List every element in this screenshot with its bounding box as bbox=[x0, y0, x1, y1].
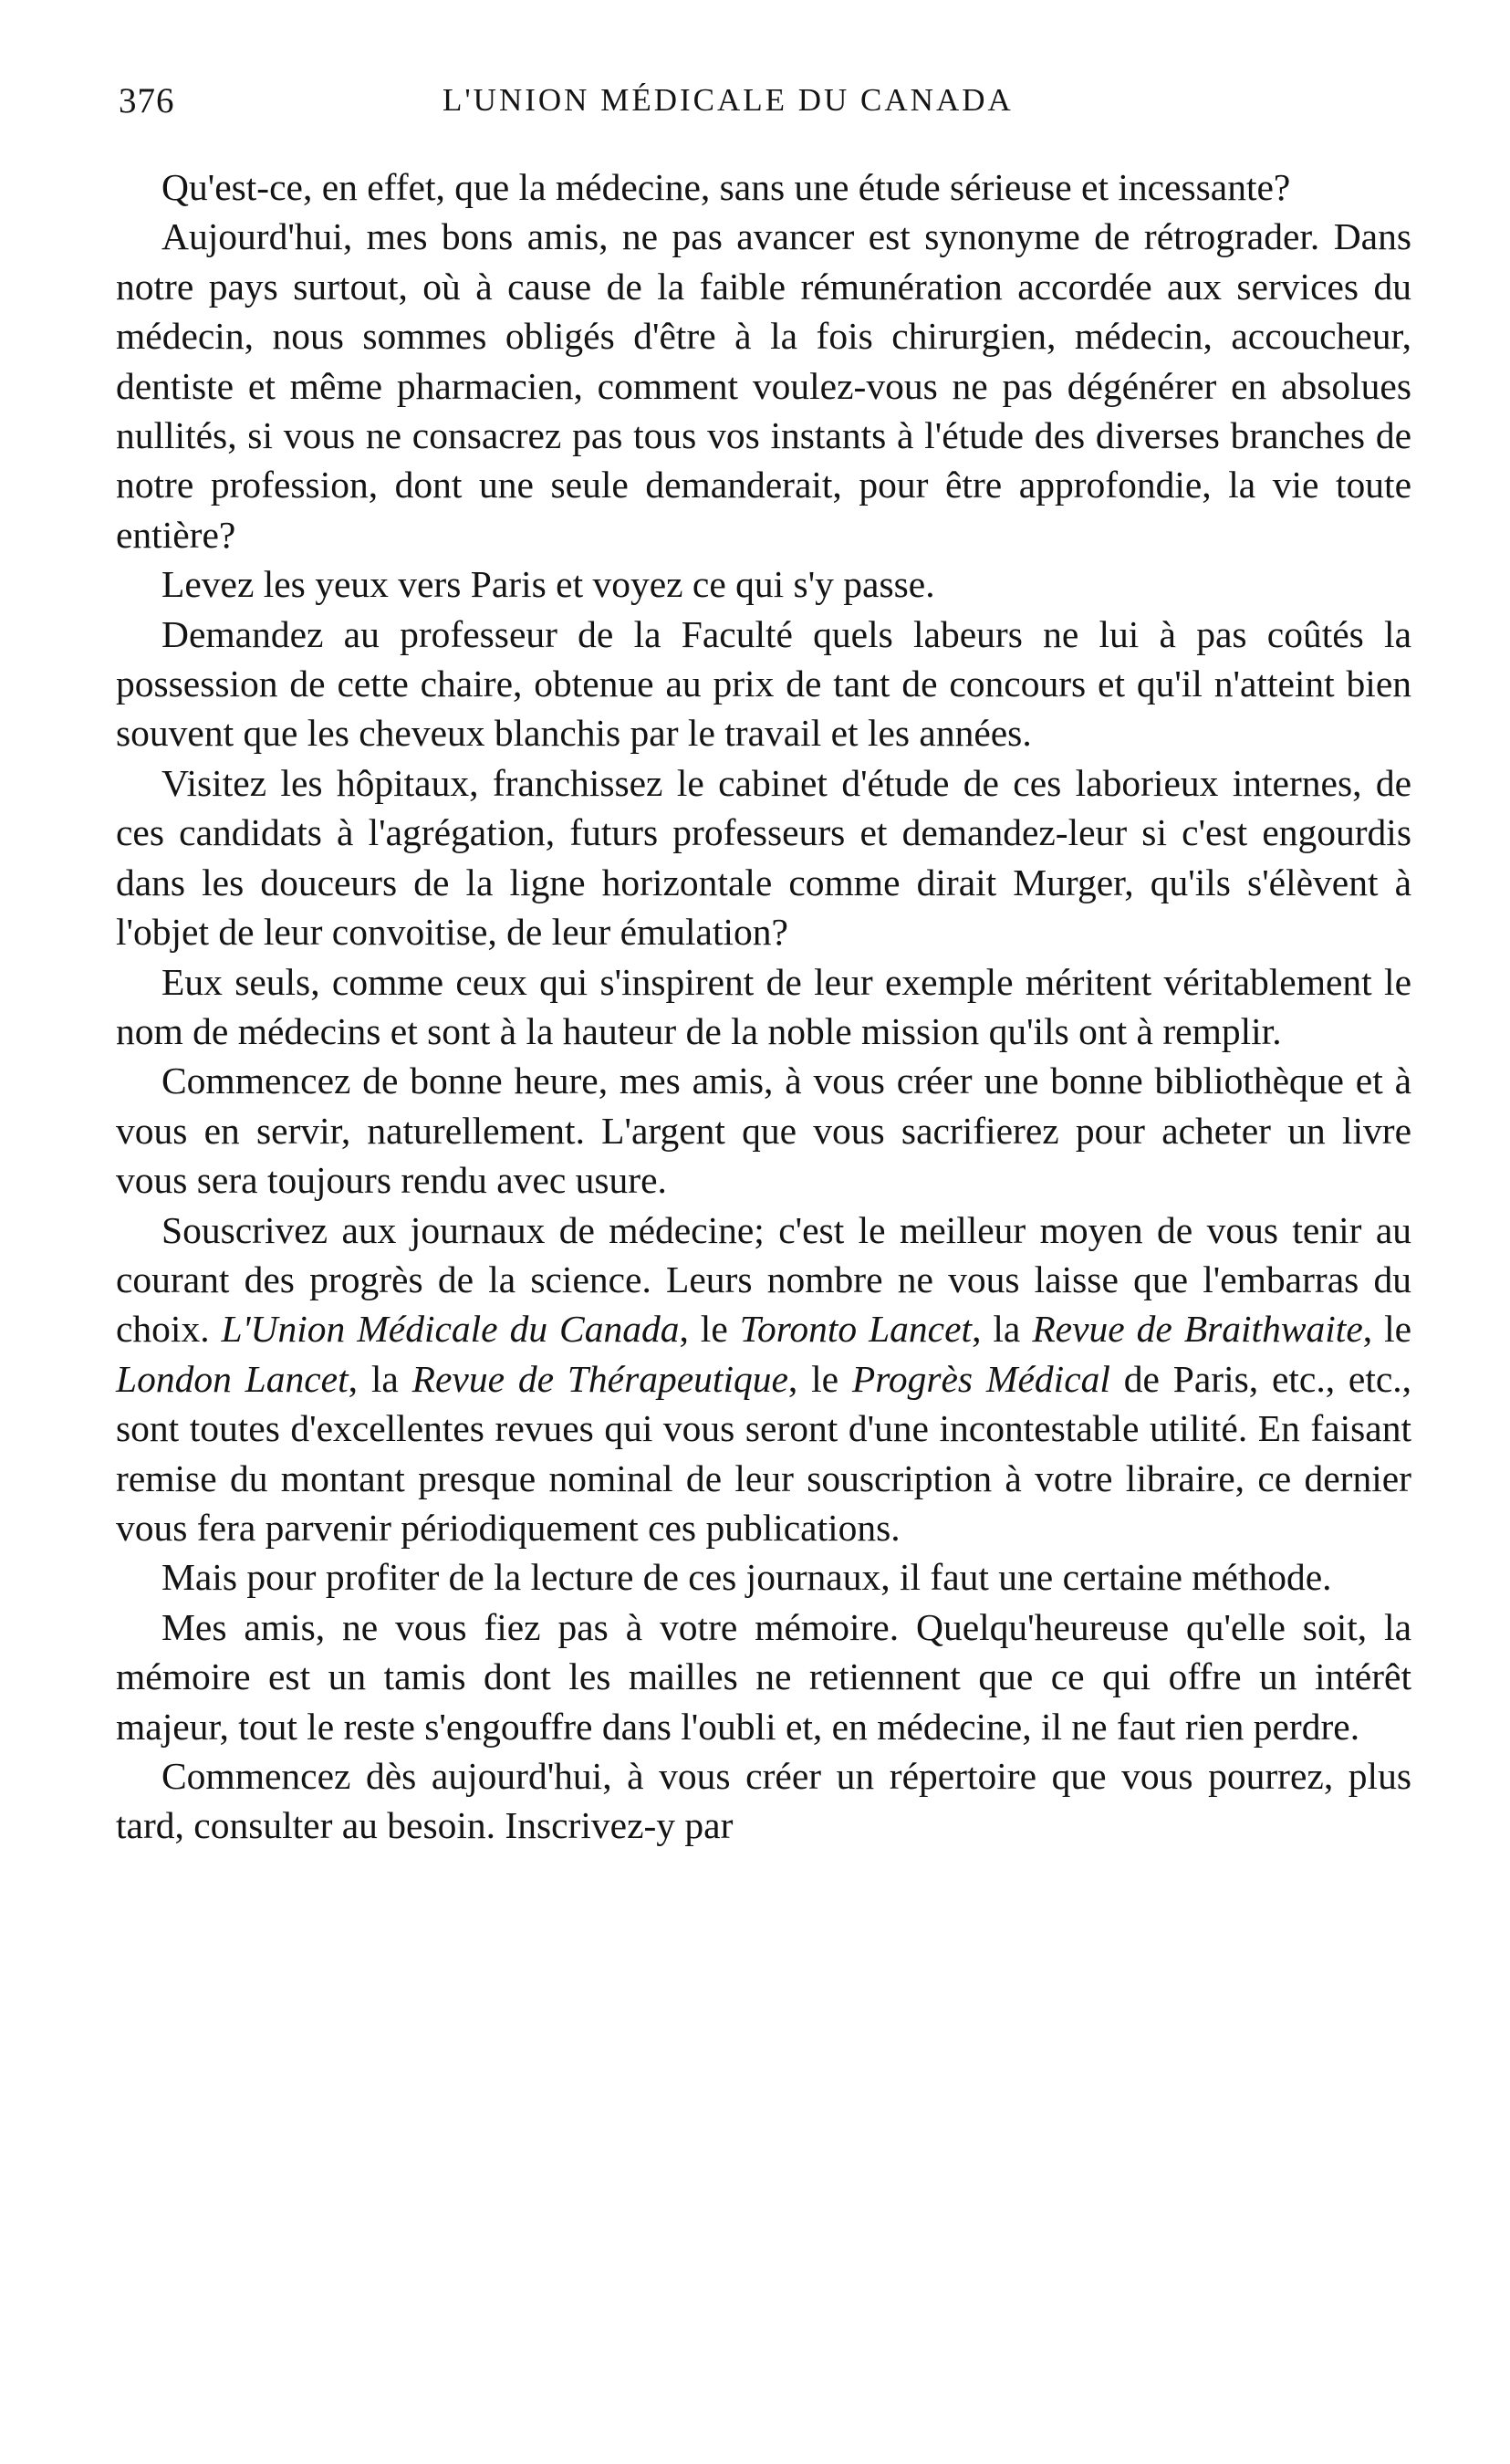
separator-4: , la bbox=[348, 1357, 399, 1400]
paragraph-8-text-b: de Paris, etc., etc., sont toutes d'excellentes revues qui vous seront d'une incontestable utilité. En faisant remise du montant presque nominal de leur souscription à votre libraire, ce dernier vous fera parvenir périodiquement ces publications. bbox=[116, 1357, 1412, 1549]
paragraph-11: Commencez dès aujourd'hui, à vous créer un répertoire que vous pourrez, plus tard, consulter au besoin. Inscrivez-y par bbox=[116, 1755, 1411, 1847]
body-text bbox=[116, 162, 1411, 1851]
separator-1: , le bbox=[679, 1308, 728, 1351]
journal-title-revue-therapeutique: Revue de Thérapeutique bbox=[411, 1357, 788, 1400]
journal-title-revue-braithwaite: Revue de Braithwaite bbox=[1032, 1308, 1363, 1351]
paragraph-7: Commencez de bonne heure, mes amis, à vous créer une bonne bibliothèque et à vous en servir, naturellement. L'argent que vous sacrifierez pour acheter un livre vous sera toujours rendu avec usure. bbox=[116, 1060, 1411, 1202]
separator-5: , le bbox=[787, 1357, 839, 1400]
paragraph-10: Mes amis, ne vous fiez pas à votre mémoire. Quelqu'heureuse qu'elle soit, la mémoire est un tamis dont les mailles ne retiennent que ce qui offre un intérêt majeur, tout le reste s'engouffre dans l'oubli et, en médecine, il ne faut rien perdre. bbox=[116, 1605, 1411, 1748]
journal-title-union-medicale: L'Union Médicale du Canada bbox=[221, 1308, 680, 1351]
paragraph-3: Levez les yeux vers Paris et voyez ce qui s'y passe. bbox=[161, 563, 935, 606]
journal-title-toronto-lancet: Toronto Lancet bbox=[739, 1308, 973, 1351]
paragraph-8 bbox=[116, 1206, 1411, 1553]
paragraph-8-text-a: Souscrivez aux journaux de médecine; c'est le meilleur moyen de vous tenir au courant des progrès de la science. Leurs nombre ne vous laisse que l'embarras du choix. bbox=[116, 1208, 1411, 1351]
journal-title-london-lancet: London Lancet bbox=[116, 1357, 349, 1400]
paragraph-2: Aujourd'hui, mes bons amis, ne pas avancer est synonyme de rétrograder. Dans notre pays surtout, où à cause de la faible rémunération accordée aux services du médecin, nous sommes obligés d'être à la fois chirurgien, médecin, accoucheur, dentiste et même pharmacien, comment voulez-vous ne pas dégénérer en absolues nullités, si vous ne consacrez pas tous vos instants à l'étude des diverses branches de notre profession, dont une seule demanderait, pour être approfondie, la vie toute entière? bbox=[116, 215, 1411, 556]
paragraph-1: Qu'est-ce, en effet, que la médecine, sans une étude sérieuse et incessante? bbox=[161, 166, 1291, 208]
separator-3: , le bbox=[1362, 1308, 1412, 1351]
paragraph-6: Eux seuls, comme ceux qui s'inspirent de leur exemple méritent véritablement le nom de médecins et sont à la hauteur de la noble mission qu'ils ont à remplir. bbox=[116, 960, 1411, 1052]
page-number: 376 bbox=[119, 81, 175, 120]
journal-title-progres-medical: Progrès Médical bbox=[851, 1357, 1110, 1400]
paragraph-5: Visitez les hôpitaux, franchissez le cabinet d'étude de ces laborieux internes, de ces candidats à l'agrégation, futurs professeurs et demandez-leur si c'est engourdis dans les douceurs de la ligne horizontale comme dirait Murger, qu'ils s'élèvent à l'objet de leur convoitise, de leur émulation? bbox=[116, 761, 1411, 954]
paragraph-4: Demandez au professeur de la Faculté quels labeurs ne lui à pas coûtés la possession de cette chaire, obtenue au prix de tant de concours et qu'il n'atteint bien souvent que les cheveux blanchis par le travail et les années. bbox=[116, 612, 1411, 755]
running-head: L'UNION MÉDICALE DU CANADA bbox=[443, 82, 1014, 118]
separator-2: , la bbox=[972, 1308, 1021, 1351]
page-header bbox=[119, 80, 1414, 135]
paragraph-9: Mais pour profiter de la lecture de ces journaux, il faut une certaine méthode. bbox=[161, 1556, 1332, 1599]
